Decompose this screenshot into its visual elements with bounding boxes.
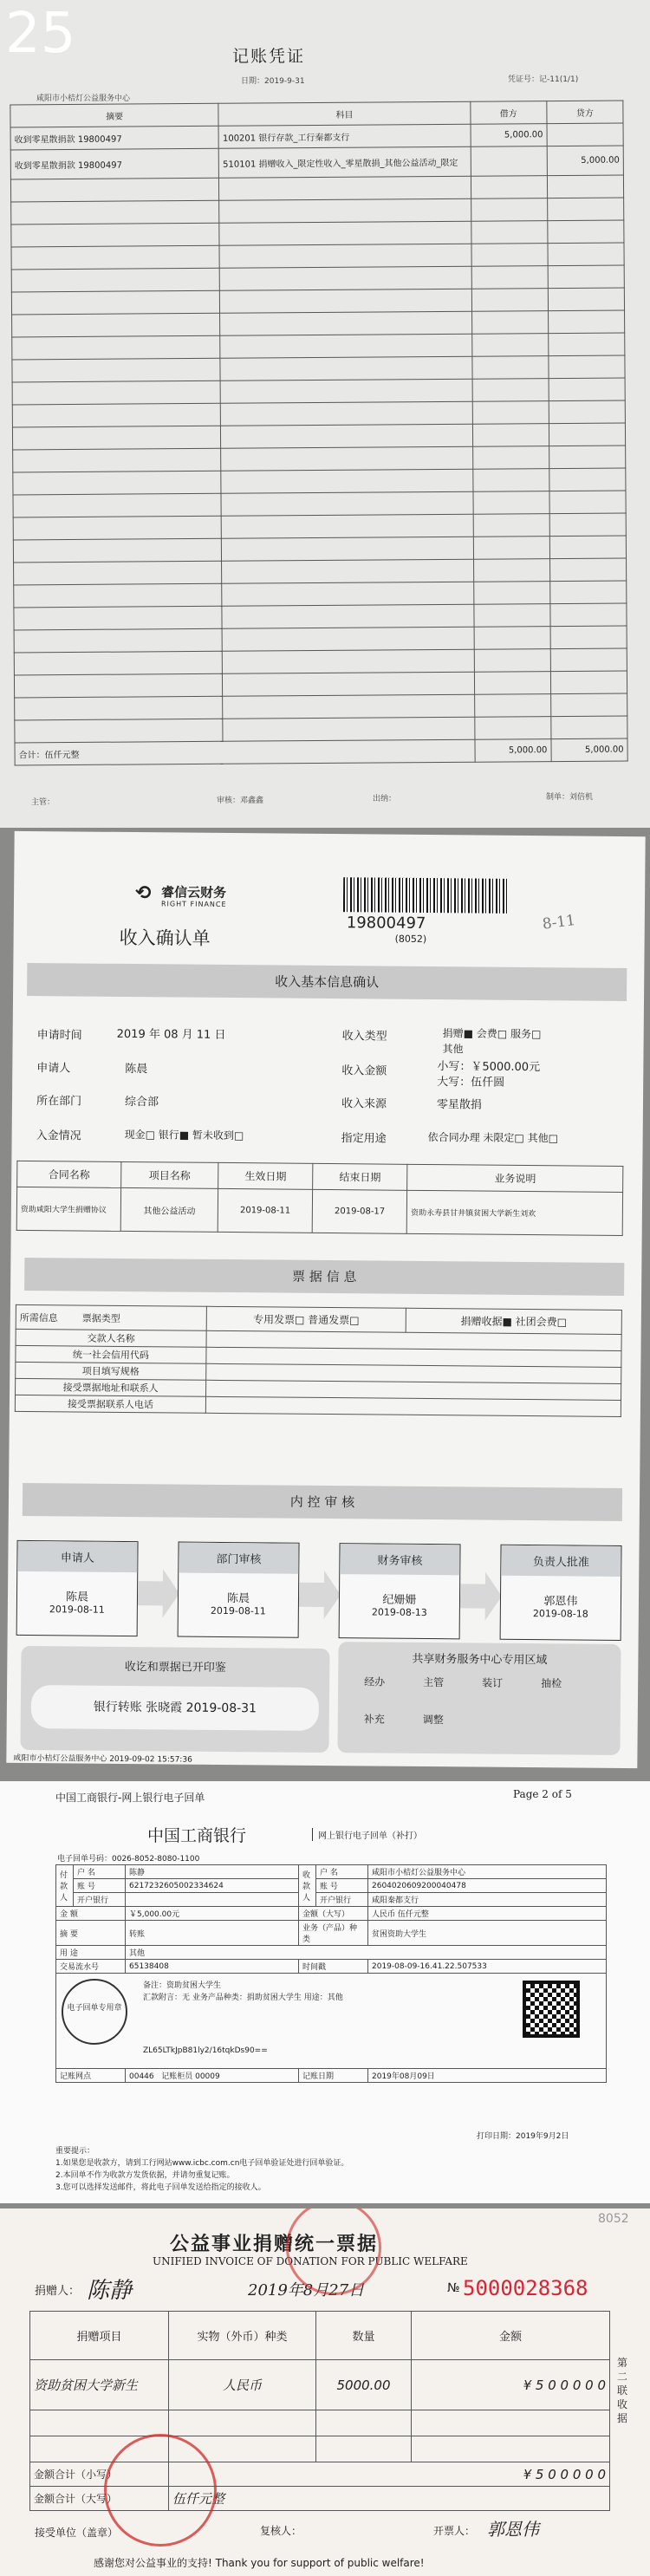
inv-h-qty: 数量	[316, 2312, 412, 2360]
confirm-title: 收讫和票据已开印鉴	[124, 1660, 226, 1675]
confirm-panel	[20, 1646, 329, 1753]
review-step	[500, 1545, 622, 1641]
shared-item: 主管	[423, 1675, 445, 1689]
confirm-text: 银行转账 张晓霞 2019-08-31	[31, 1685, 319, 1731]
inv-amount: ¥ 5 0 0 0 0 0	[412, 2360, 610, 2410]
voucher-table	[10, 101, 627, 766]
arrow-right-icon	[460, 1571, 502, 1620]
bank-amount-big: 人民币 伍仟元整	[368, 1907, 607, 1921]
arrow-right-icon	[138, 1569, 179, 1617]
bill-opts-receipt: 捐赠收据■ 社团会费□	[406, 1308, 621, 1334]
row1-account: 100201 银行存款_工行秦都支行	[218, 124, 471, 148]
payee-account: 2604020609200040478	[368, 1879, 607, 1893]
bank-header-left: 中国工商银行-网上银行电子回单	[55, 1792, 205, 1804]
type-label: 收入类型	[341, 1030, 387, 1044]
bank-receipt-no: 电子回单号码：0026-8052-8080-1100	[57, 1855, 200, 1864]
payee-name: 咸阳市小桔灯公益服务中心	[368, 1865, 607, 1879]
sign-maker: 制单：刘倍机	[546, 793, 594, 802]
total-credit: 5,000.00	[551, 738, 627, 762]
invoice-thanks: 感谢您对公益事业的支持! Thank you for support of public welfare!	[94, 2557, 425, 2569]
bank-purpose: 其他	[126, 1946, 607, 1960]
section-bill: 票 据 信 息	[24, 1258, 624, 1296]
tip-line: 重要提示：	[55, 2147, 95, 2156]
dept: 综合部	[124, 1095, 159, 1109]
amount-big: 大写：伍仟圆	[437, 1076, 505, 1090]
header-summary: 摘要	[10, 103, 219, 127]
contract-end: 2019-08-17	[312, 1189, 407, 1233]
review-label: 复核人：	[260, 2525, 302, 2537]
inv-qty: 5000.00	[316, 2360, 412, 2410]
invoice-title: 公益事业捐赠统一票据	[170, 2233, 379, 2255]
bill-row: 接受票据地址和联系人	[16, 1378, 206, 1396]
step-name: 陈晨	[65, 1590, 89, 1604]
contract-h4: 结束日期	[313, 1163, 407, 1190]
amount-label: 收入金额	[341, 1064, 387, 1078]
bill-table	[15, 1304, 622, 1417]
receipt-title: 收入确认单	[119, 927, 211, 949]
inv-total-small: ¥ 5 0 0 0 0 0	[169, 2462, 610, 2487]
invoice-no-label: №	[447, 2281, 460, 2295]
barcode-number: 19800497	[346, 914, 426, 933]
receipt-footer: 咸阳市小桔灯公益服务中心 2019-09-02 15:57:36	[13, 1753, 192, 1765]
barcode	[343, 877, 508, 914]
shared-title: 共享财务服务中心专用区域	[412, 1652, 548, 1668]
voucher-date: 日期：2019-9-31	[241, 77, 305, 86]
amount-small: 小写：￥5000.00元	[437, 1060, 541, 1075]
bank-note2: 汇款附言：无 业务产品种类：捐助贫困大学生 用途：其他	[143, 1994, 343, 2002]
step-name: 陈晨	[226, 1592, 250, 1606]
voucher-org: 咸阳市小桔灯公益服务中心	[36, 94, 131, 103]
bank-table: 付款人 户 名 陈静 收款人 户 名 咸阳市小桔灯公益服务中心 账 号 6217232605002334624 账 号 2604020609200040478 开户银行 开户银行 咸阳秦都支行 金 额 ￥5,000.00元 金额（大写） 人民币 伍仟元整 摘 要 转账 业务（产品）种类 贫困资助大学生 用 途 其他 交易流水号 65138408 时间戳 2019-08-09-16.41.22.507533 电子回单专用章 备注：资助贫困大学生 汇款附言：无 业务产品种类：捐助贫困大学生 用途：其他 ZL65LTkJpB81ly2/16tqkDs90== 记账网点 00446 记账柜员 00009 记账日期 2019年08月09日	[55, 1864, 607, 2083]
shared-panel	[337, 1642, 621, 1755]
contract-project: 其他公益活动	[120, 1187, 218, 1232]
invoice-code: 8052	[598, 2212, 629, 2226]
shared-item: 抽检	[541, 1677, 562, 1690]
voucher-number: 凭证号：记-11(1/1)	[508, 75, 579, 84]
bank-tips	[55, 2145, 348, 2194]
dept-label: 所在部门	[36, 1095, 82, 1109]
inv-item: 资助贫困大学新生	[30, 2360, 169, 2410]
red-seal-top-icon	[286, 2208, 381, 2295]
bank-sub: 网上银行电子回单（补打）	[312, 1828, 422, 1841]
step-date: 2019-08-11	[210, 1604, 266, 1617]
sign-cashier: 出纳：	[373, 795, 397, 803]
step-name: 纪姗姗	[382, 1593, 417, 1607]
use-label: 指定用途	[341, 1132, 387, 1146]
section-basic-info: 收入基本信息确认	[27, 963, 627, 1001]
step-name: 郭恩伟	[543, 1595, 578, 1609]
step-title: 负责人批准	[501, 1545, 621, 1577]
bill-row: 项目填写规格	[16, 1362, 206, 1380]
shared-item: 装订	[482, 1676, 504, 1689]
invoice-date: 2019年8月27日	[248, 2281, 365, 2300]
inv-currency: 人民币	[169, 2360, 316, 2410]
bill-row: 交款人名称	[16, 1329, 206, 1347]
bill-row: 统一社会信用代码	[16, 1345, 206, 1363]
step-title: 财务审核	[340, 1544, 459, 1575]
contract-h5: 业务说明	[407, 1164, 623, 1192]
bank-serial: 65138408	[126, 1960, 299, 1974]
brand-name: 睿信云财务	[161, 884, 227, 901]
bank-page: Page 2 of 5	[513, 1788, 572, 1800]
sign-supervisor: 主管：	[31, 798, 55, 807]
red-seal-icon	[104, 2434, 217, 2547]
type-other: 其他	[442, 1043, 464, 1056]
step-date: 2019-08-18	[532, 1608, 588, 1620]
page-number: 25	[5, 2, 76, 66]
brand-en: RIGHT FINANCE	[160, 900, 227, 908]
bank-date: 2019年08月09日	[368, 2069, 607, 2083]
shared-item: 经办	[364, 1675, 386, 1688]
applicant-label: 申请人	[36, 1062, 71, 1076]
contract-name: 资助咸阳大学生捐赠协议	[16, 1187, 120, 1231]
payer-name: 陈静	[126, 1865, 299, 1879]
handler-name: 郭恩伟	[487, 2519, 539, 2540]
step-title: 申请人	[17, 1541, 137, 1572]
inv-total-big: 伍仟元整	[169, 2487, 610, 2511]
bank-receipt-page	[0, 1781, 650, 2203]
bill-type-label: 票据类型	[81, 1312, 120, 1324]
bank-branch: 00446	[129, 2072, 154, 2081]
voucher-title: 记账凭证	[232, 47, 306, 66]
bill-needed-label: 所需信息	[19, 1311, 58, 1324]
total-debit: 5,000.00	[475, 739, 551, 763]
row2-credit: 5,000.00	[547, 146, 623, 176]
bank-summary: 转账	[126, 1921, 299, 1946]
invoice-side: 第二联收据	[617, 2357, 628, 2424]
row2-summary: 收到零星散捐款 19800497	[10, 148, 219, 179]
row1-credit	[547, 123, 623, 146]
contract-table	[16, 1161, 624, 1236]
arrow-right-icon	[299, 1571, 341, 1619]
sign-reviewer: 审核：邓鑫鑫	[217, 797, 264, 805]
review-step	[339, 1543, 461, 1639]
section-review: 内 控 审 核	[23, 1483, 622, 1521]
receipt-page	[6, 831, 645, 1768]
payer-bank	[126, 1893, 299, 1907]
qr-code-icon	[523, 1981, 580, 2038]
inv-total-small-label: 金额合计（小写）	[30, 2462, 169, 2487]
donation-invoice-page	[0, 2208, 650, 2576]
bill-opts-invoice: 专用发票□ 普通发票□	[206, 1306, 406, 1332]
contract-start: 2019-08-11	[218, 1188, 313, 1233]
bank-name: 中国工商银行	[147, 1826, 247, 1845]
empty-rows	[10, 175, 627, 743]
bill-row: 接受票据联系人电话	[15, 1395, 205, 1413]
row2-account: 510101 捐赠收入_限定性收入_零星散捐_其他公益活动_限定	[219, 146, 471, 178]
inv-h-project: 捐赠项目	[30, 2312, 169, 2360]
handwritten-note: 8-11	[541, 911, 577, 933]
type-options: 捐赠■ 会费□ 服务□	[442, 1027, 542, 1041]
bank-time: 2019-08-09-16.41.22.507533	[368, 1960, 607, 1974]
apply-date-label: 申请时间	[36, 1029, 82, 1043]
voucher-page	[0, 0, 650, 828]
brand-logo-icon: ⟲	[134, 882, 152, 905]
review-step	[178, 1542, 300, 1638]
payee-bank: 咸阳秦都支行	[368, 1893, 607, 1907]
contract-desc: 资助永寿县甘井镇贫困大学新生刘欢	[406, 1190, 622, 1235]
header-debit: 借方	[471, 101, 547, 125]
source: 零星散捐	[436, 1098, 483, 1112]
shared-item: 补充	[363, 1713, 385, 1726]
contract-h3: 生效日期	[218, 1162, 313, 1189]
donor-label: 捐赠人：	[35, 2285, 81, 2298]
source-label: 收入来源	[341, 1097, 387, 1111]
header-credit: 贷方	[547, 101, 623, 124]
contract-h2: 项目名称	[121, 1161, 218, 1188]
review-step	[16, 1540, 139, 1636]
use-options: 依合同办理 未限定□ 其他□	[427, 1131, 559, 1145]
receipt-code: (8052)	[394, 933, 427, 945]
bank-business: 贫困资助大学生	[368, 1921, 607, 1946]
payer-account: 6217232605002334624	[126, 1879, 299, 1893]
row1-summary: 收到零星散捐款 19800497	[10, 126, 219, 150]
step-date: 2019-08-11	[49, 1603, 105, 1616]
entry-label: 入金情况	[36, 1129, 81, 1143]
applicant: 陈晨	[125, 1062, 148, 1077]
apply-date: 2019 年 08 月 11 日	[116, 1027, 226, 1042]
invoice-no: 5000028368	[463, 2276, 588, 2300]
bank-print-date: 打印日期：2019年9月2日	[477, 2132, 569, 2141]
shared-items	[337, 1665, 621, 1751]
bank-stamp: 电子回单专用章	[62, 1979, 127, 2045]
bank-amount: ￥5,000.00元	[126, 1907, 299, 1921]
row2-debit	[471, 146, 547, 177]
inv-h-amount: 金额	[412, 2312, 610, 2360]
total-label: 合计：伍仟元整	[15, 739, 475, 765]
entry-options: 现金□ 银行■ 暂未收到□	[124, 1128, 244, 1142]
contract-h1: 合同名称	[17, 1161, 121, 1187]
step-date: 2019-08-13	[371, 1606, 427, 1619]
recv-label: 接受单位（盖章）	[35, 2527, 119, 2539]
bank-note: 备注：资助贫困大学生	[143, 1981, 222, 1990]
bank-teller: 00009	[195, 2072, 220, 2081]
tip-line: 1.如果您是收款方，请到工行网站www.icbc.com.cn电子回单验证处进行回单验证。	[55, 2159, 349, 2168]
row1-debit: 5,000.00	[471, 124, 547, 147]
header-account: 科目	[218, 101, 471, 126]
handler-label: 开票人：	[433, 2525, 476, 2537]
payer-label: 付款人	[56, 1865, 74, 1907]
shared-item: 调整	[422, 1713, 444, 1727]
bank-code: ZL65LTkJpB81ly2/16tqkDs90==	[143, 2046, 268, 2055]
inv-h-kind: 实物（外币）种类	[169, 2312, 316, 2360]
step-title: 部门审核	[179, 1543, 298, 1574]
tip-line: 3.您可以选择发送邮件，将此电子回单发送给指定的接收人。	[55, 2183, 266, 2192]
inv-total-big-label: 金额合计（大写）	[30, 2487, 169, 2511]
invoice-title-en: UNIFIED INVOICE OF DONATION FOR PUBLIC WELFARE	[153, 2255, 468, 2267]
tip-line: 2.本回单不作为收款方发货依据，并请勿重复记账。	[55, 2171, 235, 2180]
donor-name: 陈静	[87, 2278, 133, 2304]
